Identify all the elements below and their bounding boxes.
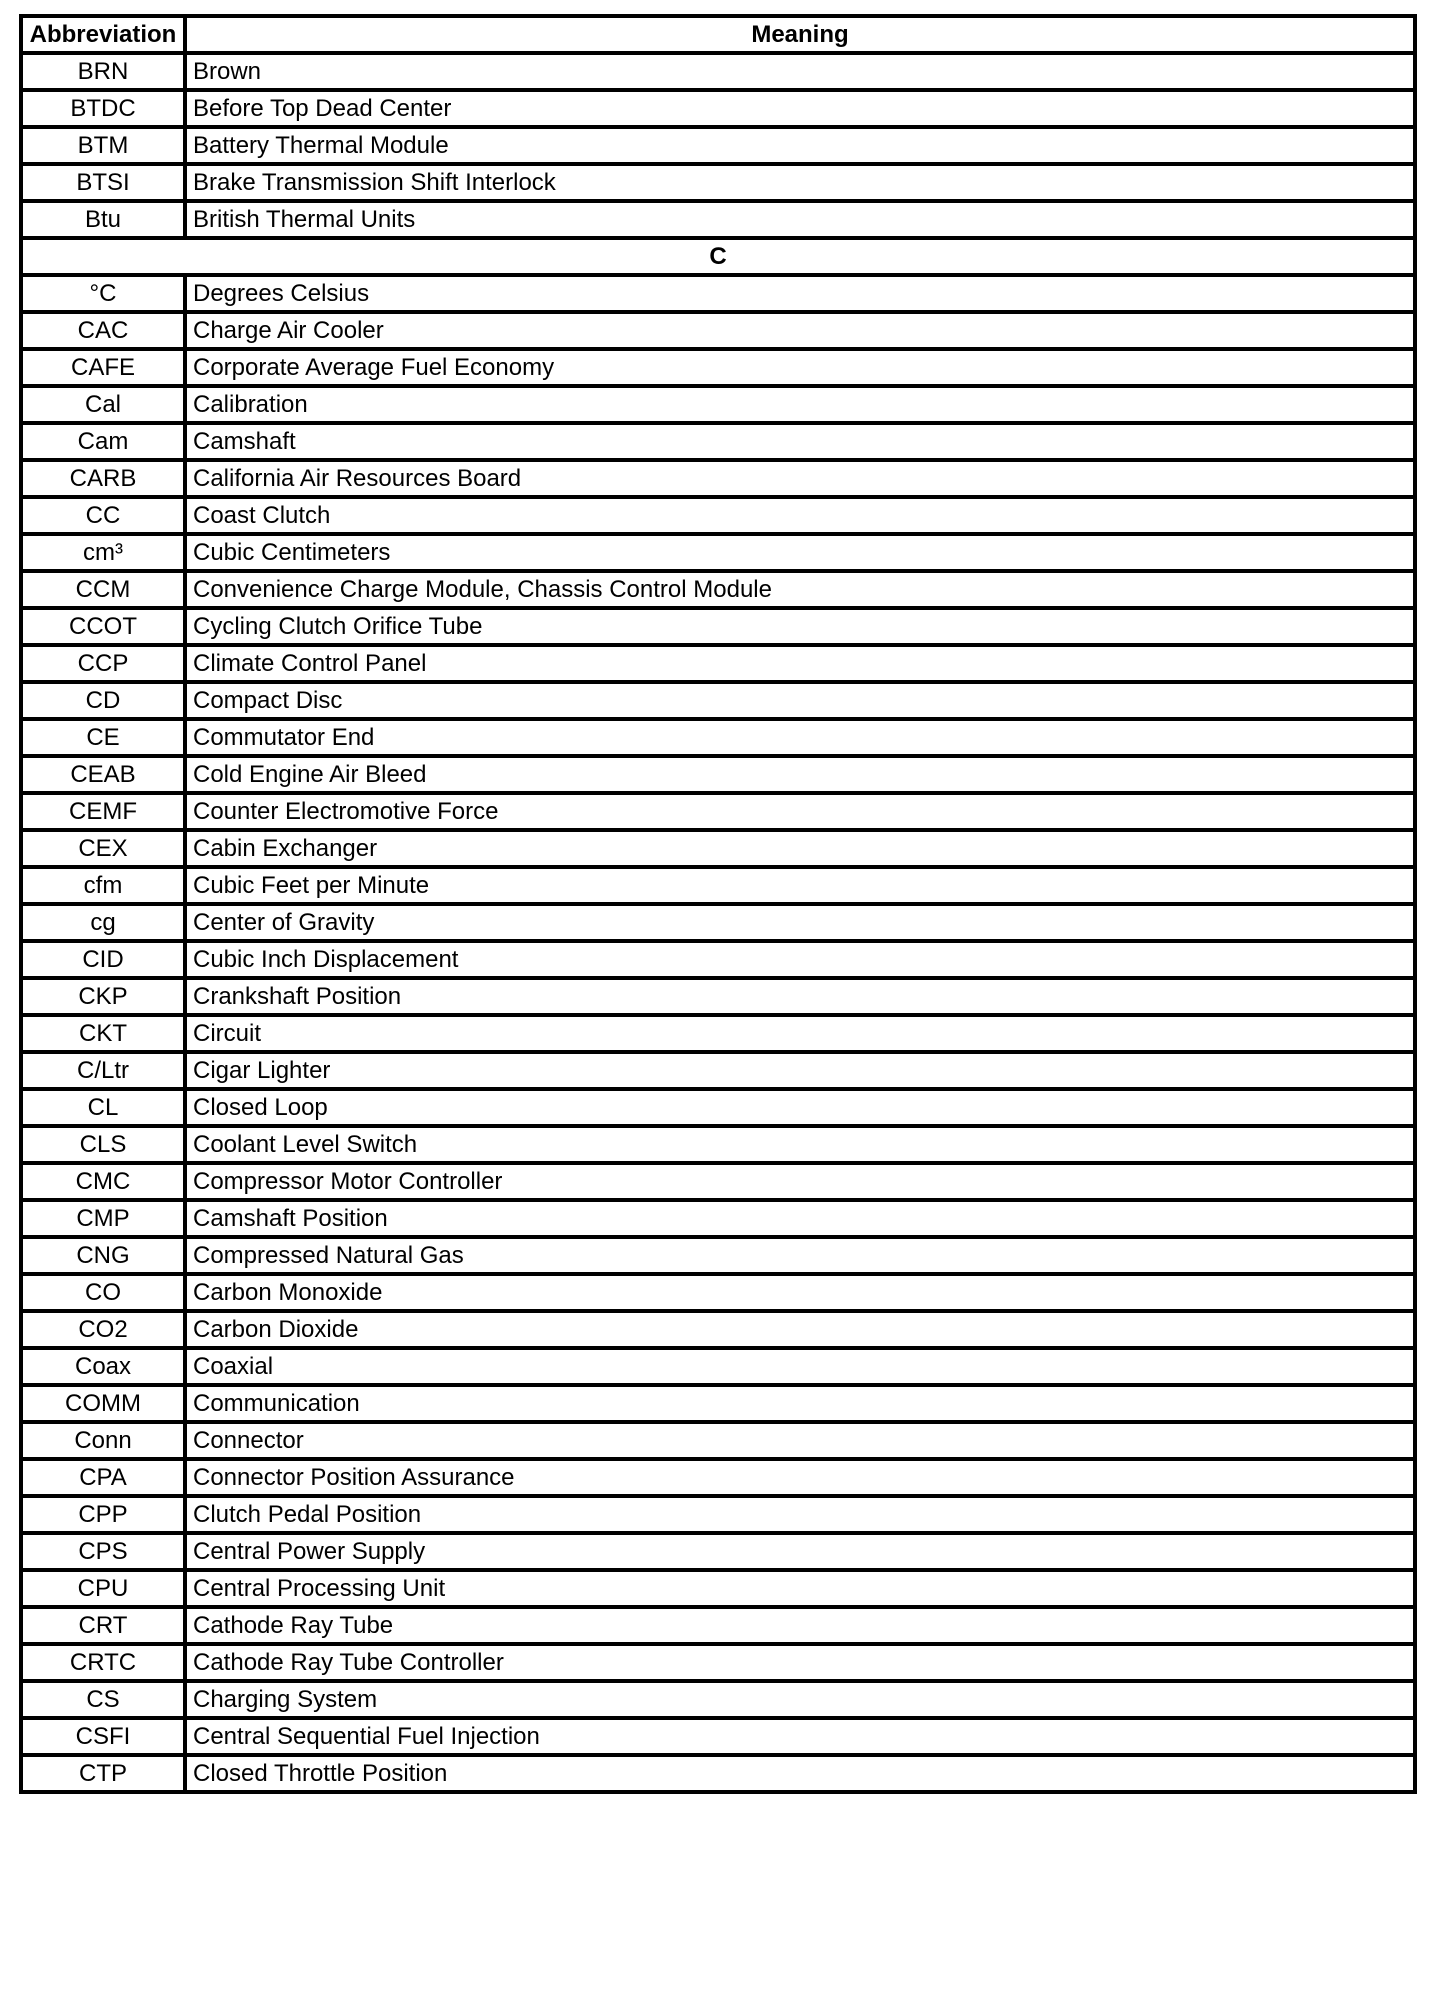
abbreviation-cell: CLS <box>21 1126 185 1163</box>
table-row <box>21 275 1415 312</box>
abbreviation-cell: CNG <box>21 1237 185 1274</box>
table-row <box>21 608 1415 645</box>
meaning-cell: Clutch Pedal Position <box>185 1496 1415 1533</box>
meaning-cell: Coaxial <box>185 1348 1415 1385</box>
table-row <box>21 1348 1415 1385</box>
table-row <box>21 1459 1415 1496</box>
table-row <box>21 941 1415 978</box>
abbreviation-cell: CPS <box>21 1533 185 1570</box>
meaning-cell: Camshaft Position <box>185 1200 1415 1237</box>
meaning-cell: Charging System <box>185 1681 1415 1718</box>
abbreviation-cell: CEMF <box>21 793 185 830</box>
meaning-cell: Connector Position Assurance <box>185 1459 1415 1496</box>
meaning-cell: Closed Throttle Position <box>185 1755 1415 1792</box>
table-row <box>21 386 1415 423</box>
abbreviation-cell: CTP <box>21 1755 185 1792</box>
meaning-cell: Degrees Celsius <box>185 275 1415 312</box>
meaning-cell: Closed Loop <box>185 1089 1415 1126</box>
meaning-cell: Crankshaft Position <box>185 978 1415 1015</box>
abbreviation-cell: BTM <box>21 127 185 164</box>
abbreviation-cell: CL <box>21 1089 185 1126</box>
table-row <box>21 645 1415 682</box>
meaning-cell: Communication <box>185 1385 1415 1422</box>
meaning-cell: Calibration <box>185 386 1415 423</box>
table-row <box>21 867 1415 904</box>
meaning-cell: Cabin Exchanger <box>185 830 1415 867</box>
meaning-cell: Connector <box>185 1422 1415 1459</box>
table-row <box>21 90 1415 127</box>
meaning-cell: Camshaft <box>185 423 1415 460</box>
abbreviation-cell: CEAB <box>21 756 185 793</box>
meaning-cell: Coast Clutch <box>185 497 1415 534</box>
meaning-cell: Brown <box>185 53 1415 90</box>
abbreviation-cell: CS <box>21 1681 185 1718</box>
header-abbreviation: Abbreviation <box>21 16 185 53</box>
meaning-cell: Circuit <box>185 1015 1415 1052</box>
abbreviation-cell: CD <box>21 682 185 719</box>
abbreviation-cell: cm³ <box>21 534 185 571</box>
table-row <box>21 349 1415 386</box>
table-row <box>21 1126 1415 1163</box>
abbreviation-cell: CCOT <box>21 608 185 645</box>
table-row <box>21 534 1415 571</box>
meaning-cell: Compressor Motor Controller <box>185 1163 1415 1200</box>
abbreviations-table <box>19 14 1417 1794</box>
abbreviation-cell: Cam <box>21 423 185 460</box>
abbreviation-cell: BTDC <box>21 90 185 127</box>
meaning-cell: British Thermal Units <box>185 201 1415 238</box>
table-header-row <box>21 16 1415 53</box>
meaning-cell: Cathode Ray Tube Controller <box>185 1644 1415 1681</box>
table-row <box>21 1274 1415 1311</box>
meaning-cell: Carbon Monoxide <box>185 1274 1415 1311</box>
meaning-cell: Before Top Dead Center <box>185 90 1415 127</box>
table-row <box>21 1644 1415 1681</box>
abbreviation-cell: Btu <box>21 201 185 238</box>
table-row <box>21 1422 1415 1459</box>
abbreviation-cell: Conn <box>21 1422 185 1459</box>
table-row <box>21 1237 1415 1274</box>
meaning-cell: Coolant Level Switch <box>185 1126 1415 1163</box>
table-row <box>21 497 1415 534</box>
meaning-cell: Cubic Inch Displacement <box>185 941 1415 978</box>
table-row <box>21 1755 1415 1792</box>
abbreviation-cell: CPU <box>21 1570 185 1607</box>
table-row <box>21 1089 1415 1126</box>
table-row <box>21 793 1415 830</box>
meaning-cell: Central Power Supply <box>185 1533 1415 1570</box>
table-row <box>21 460 1415 497</box>
abbreviations-page <box>19 14 1417 1794</box>
abbreviation-cell: CRTC <box>21 1644 185 1681</box>
abbreviation-cell: CPA <box>21 1459 185 1496</box>
abbreviation-cell: CE <box>21 719 185 756</box>
abbreviation-cell: CO <box>21 1274 185 1311</box>
table-row <box>21 1052 1415 1089</box>
meaning-cell: Cathode Ray Tube <box>185 1607 1415 1644</box>
section-heading: C <box>21 238 1415 275</box>
meaning-cell: Counter Electromotive Force <box>185 793 1415 830</box>
table-row <box>21 1496 1415 1533</box>
table-body <box>21 53 1415 1792</box>
table-row <box>21 164 1415 201</box>
table-row <box>21 1015 1415 1052</box>
abbreviation-cell: CAFE <box>21 349 185 386</box>
abbreviation-cell: Coax <box>21 1348 185 1385</box>
meaning-cell: Corporate Average Fuel Economy <box>185 349 1415 386</box>
abbreviation-cell: CEX <box>21 830 185 867</box>
abbreviation-cell: °C <box>21 275 185 312</box>
meaning-cell: Cold Engine Air Bleed <box>185 756 1415 793</box>
meaning-cell: Cigar Lighter <box>185 1052 1415 1089</box>
header-meaning: Meaning <box>185 16 1415 53</box>
meaning-cell: Carbon Dioxide <box>185 1311 1415 1348</box>
meaning-cell: Central Sequential Fuel Injection <box>185 1718 1415 1755</box>
abbreviation-cell: cg <box>21 904 185 941</box>
abbreviation-cell: CMP <box>21 1200 185 1237</box>
abbreviation-cell: CMC <box>21 1163 185 1200</box>
meaning-cell: Cubic Feet per Minute <box>185 867 1415 904</box>
table-row <box>21 682 1415 719</box>
abbreviation-cell: COMM <box>21 1385 185 1422</box>
abbreviation-cell: CRT <box>21 1607 185 1644</box>
abbreviation-cell: CAC <box>21 312 185 349</box>
meaning-cell: Compact Disc <box>185 682 1415 719</box>
meaning-cell: Climate Control Panel <box>185 645 1415 682</box>
table-row <box>21 423 1415 460</box>
abbreviation-cell: CKP <box>21 978 185 1015</box>
table-row <box>21 1681 1415 1718</box>
table-row <box>21 978 1415 1015</box>
table-row <box>21 719 1415 756</box>
meaning-cell: Charge Air Cooler <box>185 312 1415 349</box>
table-row <box>21 1607 1415 1644</box>
meaning-cell: Cycling Clutch Orifice Tube <box>185 608 1415 645</box>
table-row <box>21 127 1415 164</box>
table-row <box>21 53 1415 90</box>
table-row <box>21 201 1415 238</box>
meaning-cell: Brake Transmission Shift Interlock <box>185 164 1415 201</box>
table-row <box>21 1385 1415 1422</box>
meaning-cell: Commutator End <box>185 719 1415 756</box>
table-row <box>21 1570 1415 1607</box>
table-row <box>21 830 1415 867</box>
abbreviation-cell: C/Ltr <box>21 1052 185 1089</box>
abbreviation-cell: CARB <box>21 460 185 497</box>
table-row <box>21 1311 1415 1348</box>
table-row <box>21 1163 1415 1200</box>
abbreviation-cell: BTSI <box>21 164 185 201</box>
table-row <box>21 904 1415 941</box>
meaning-cell: Cubic Centimeters <box>185 534 1415 571</box>
abbreviation-cell: Cal <box>21 386 185 423</box>
abbreviation-cell: CO2 <box>21 1311 185 1348</box>
table-row <box>21 1718 1415 1755</box>
table-row <box>21 756 1415 793</box>
abbreviation-cell: CID <box>21 941 185 978</box>
table-row <box>21 1200 1415 1237</box>
table-row <box>21 1533 1415 1570</box>
abbreviation-cell: CC <box>21 497 185 534</box>
abbreviation-cell: cfm <box>21 867 185 904</box>
table-row <box>21 312 1415 349</box>
abbreviation-cell: CPP <box>21 1496 185 1533</box>
meaning-cell: Center of Gravity <box>185 904 1415 941</box>
meaning-cell: Convenience Charge Module, Chassis Control Module <box>185 571 1415 608</box>
abbreviation-cell: CKT <box>21 1015 185 1052</box>
section-row <box>21 238 1415 275</box>
meaning-cell: Central Processing Unit <box>185 1570 1415 1607</box>
abbreviation-cell: CCP <box>21 645 185 682</box>
table-row <box>21 571 1415 608</box>
meaning-cell: California Air Resources Board <box>185 460 1415 497</box>
abbreviation-cell: BRN <box>21 53 185 90</box>
meaning-cell: Battery Thermal Module <box>185 127 1415 164</box>
abbreviation-cell: CSFI <box>21 1718 185 1755</box>
abbreviation-cell: CCM <box>21 571 185 608</box>
meaning-cell: Compressed Natural Gas <box>185 1237 1415 1274</box>
